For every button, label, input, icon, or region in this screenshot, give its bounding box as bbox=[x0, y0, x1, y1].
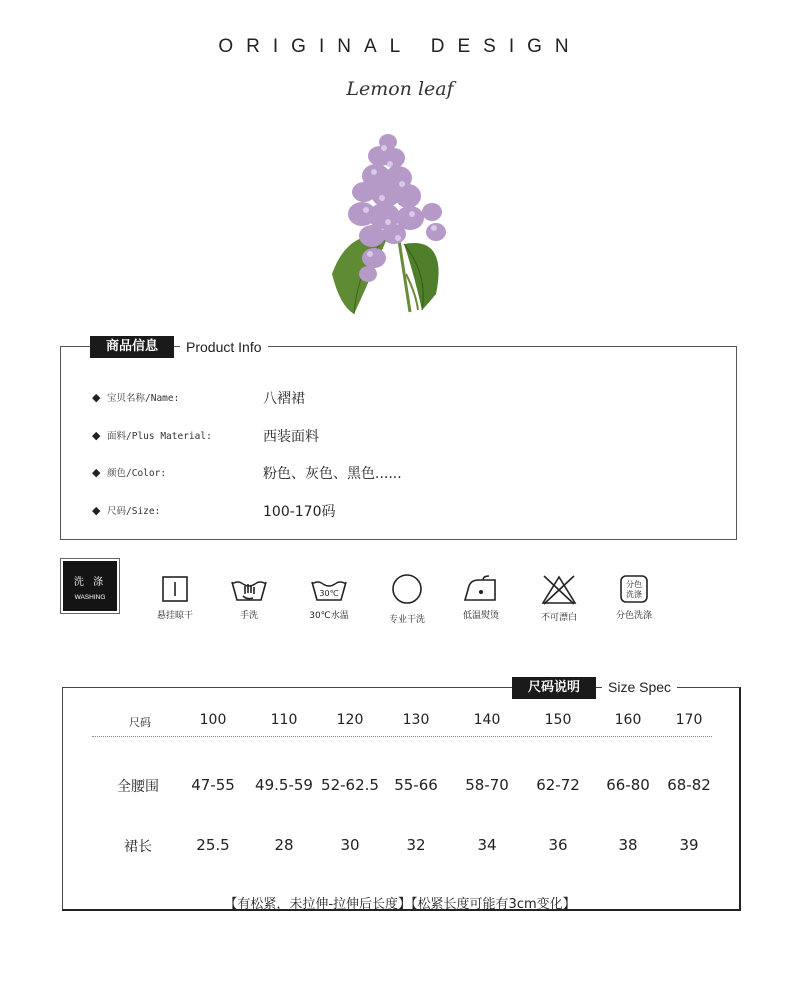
separate-wash-icon bbox=[619, 574, 649, 604]
care-label: 不可漂白 bbox=[540, 613, 577, 623]
diamond-bullet-icon: ◆ bbox=[92, 466, 101, 479]
info-value: 西装面料 bbox=[263, 429, 319, 445]
size-spec-tag: 尺码说明 bbox=[512, 677, 596, 699]
size-spec-title: Size Spec bbox=[602, 676, 677, 698]
washing-badge-cn: 洗 涤 bbox=[73, 577, 107, 588]
separate-wash-line-1: 分色 bbox=[626, 580, 642, 589]
length-cell: 25.5 bbox=[196, 836, 230, 854]
info-row-material bbox=[92, 428, 212, 443]
header-divider bbox=[92, 736, 712, 737]
size-header-cell: 150 bbox=[544, 712, 572, 728]
info-value: 100-170码 bbox=[263, 504, 336, 520]
length-cell: 39 bbox=[679, 836, 699, 854]
size-header-cell: 140 bbox=[473, 712, 501, 728]
care-low-iron bbox=[446, 574, 516, 621]
care-hang-dry bbox=[140, 574, 210, 621]
length-cell: 34 bbox=[477, 836, 497, 854]
product-info-tag: 商品信息 bbox=[90, 336, 174, 358]
low-iron-icon bbox=[461, 574, 501, 604]
length-cell: 32 bbox=[406, 836, 426, 854]
waist-cell: 49.5-59 bbox=[255, 776, 313, 794]
waist-cell: 55-66 bbox=[394, 776, 438, 794]
waist-cell: 47-55 bbox=[191, 776, 235, 794]
size-header-label: 尺码 bbox=[129, 716, 151, 729]
lilac-flower-illustration bbox=[318, 124, 468, 324]
diamond-bullet-icon: ◆ bbox=[92, 429, 101, 442]
hang-dry-icon bbox=[160, 574, 190, 604]
size-header-cell: 160 bbox=[614, 712, 642, 728]
waist-cell: 62-72 bbox=[536, 776, 580, 794]
size-header-cell: 110 bbox=[270, 712, 298, 728]
hand-wash-icon bbox=[229, 574, 269, 604]
size-note: 【有松紧，未拉伸-拉伸后长度】【松紧长度可能有3cm变化】 bbox=[224, 897, 576, 912]
care-label: 悬挂晾干 bbox=[156, 611, 193, 621]
care-separate-wash bbox=[599, 574, 669, 621]
waist-cell: 68-82 bbox=[667, 776, 711, 794]
care-label: 低温熨烫 bbox=[462, 611, 499, 621]
brand-title: ORIGINAL DESIGN bbox=[218, 36, 582, 57]
diamond-bullet-icon: ◆ bbox=[92, 391, 101, 404]
care-label: 30℃水温 bbox=[309, 611, 349, 621]
care-label: 手洗 bbox=[239, 611, 258, 621]
product-info-box bbox=[60, 346, 737, 540]
dry-clean-icon bbox=[390, 574, 424, 608]
wash-30-icon bbox=[309, 574, 349, 604]
no-bleach-icon bbox=[540, 574, 578, 606]
care-no-bleach bbox=[524, 574, 594, 623]
size-header-cell: 120 bbox=[336, 712, 364, 728]
length-cell: 28 bbox=[274, 836, 294, 854]
size-header-cell: 130 bbox=[402, 712, 430, 728]
wash-temp-text: 30℃ bbox=[319, 589, 339, 598]
size-header-cell: 100 bbox=[199, 712, 227, 728]
separate-wash-line-2: 洗涤 bbox=[626, 590, 642, 599]
info-label: 颜色/Color: bbox=[107, 468, 167, 479]
info-label: 尺码/Size: bbox=[107, 506, 161, 517]
row-label-waist: 全腰围 bbox=[117, 779, 159, 795]
info-row-color bbox=[92, 465, 166, 480]
waist-cell: 66-80 bbox=[606, 776, 650, 794]
washing-badge-en: WASHING bbox=[74, 594, 106, 601]
waist-cell: 58-70 bbox=[465, 776, 509, 794]
washing-badge bbox=[60, 558, 120, 614]
size-header-cell: 170 bbox=[675, 712, 703, 728]
info-label: 面料/Plus Material: bbox=[107, 431, 212, 442]
info-label: 宝贝名称/Name: bbox=[107, 393, 180, 404]
care-label: 分色洗涤 bbox=[615, 611, 652, 621]
brand-script: Lemon leaf bbox=[346, 78, 454, 100]
length-cell: 38 bbox=[618, 836, 638, 854]
care-wash-30 bbox=[294, 574, 364, 621]
info-row-size bbox=[92, 503, 160, 518]
diamond-bullet-icon: ◆ bbox=[92, 504, 101, 517]
info-value: 粉色、灰色、黑色...... bbox=[263, 466, 402, 482]
care-label: 专业干洗 bbox=[388, 615, 425, 625]
waist-cell: 52-62.5 bbox=[321, 776, 379, 794]
info-value: 八褶裙 bbox=[263, 391, 305, 407]
length-cell: 36 bbox=[548, 836, 568, 854]
product-info-title: Product Info bbox=[180, 336, 268, 358]
length-cell: 30 bbox=[340, 836, 360, 854]
care-dry-clean bbox=[372, 574, 442, 625]
care-hand-wash bbox=[214, 574, 284, 621]
info-row-name bbox=[92, 390, 179, 405]
row-label-length: 裙长 bbox=[124, 839, 152, 855]
